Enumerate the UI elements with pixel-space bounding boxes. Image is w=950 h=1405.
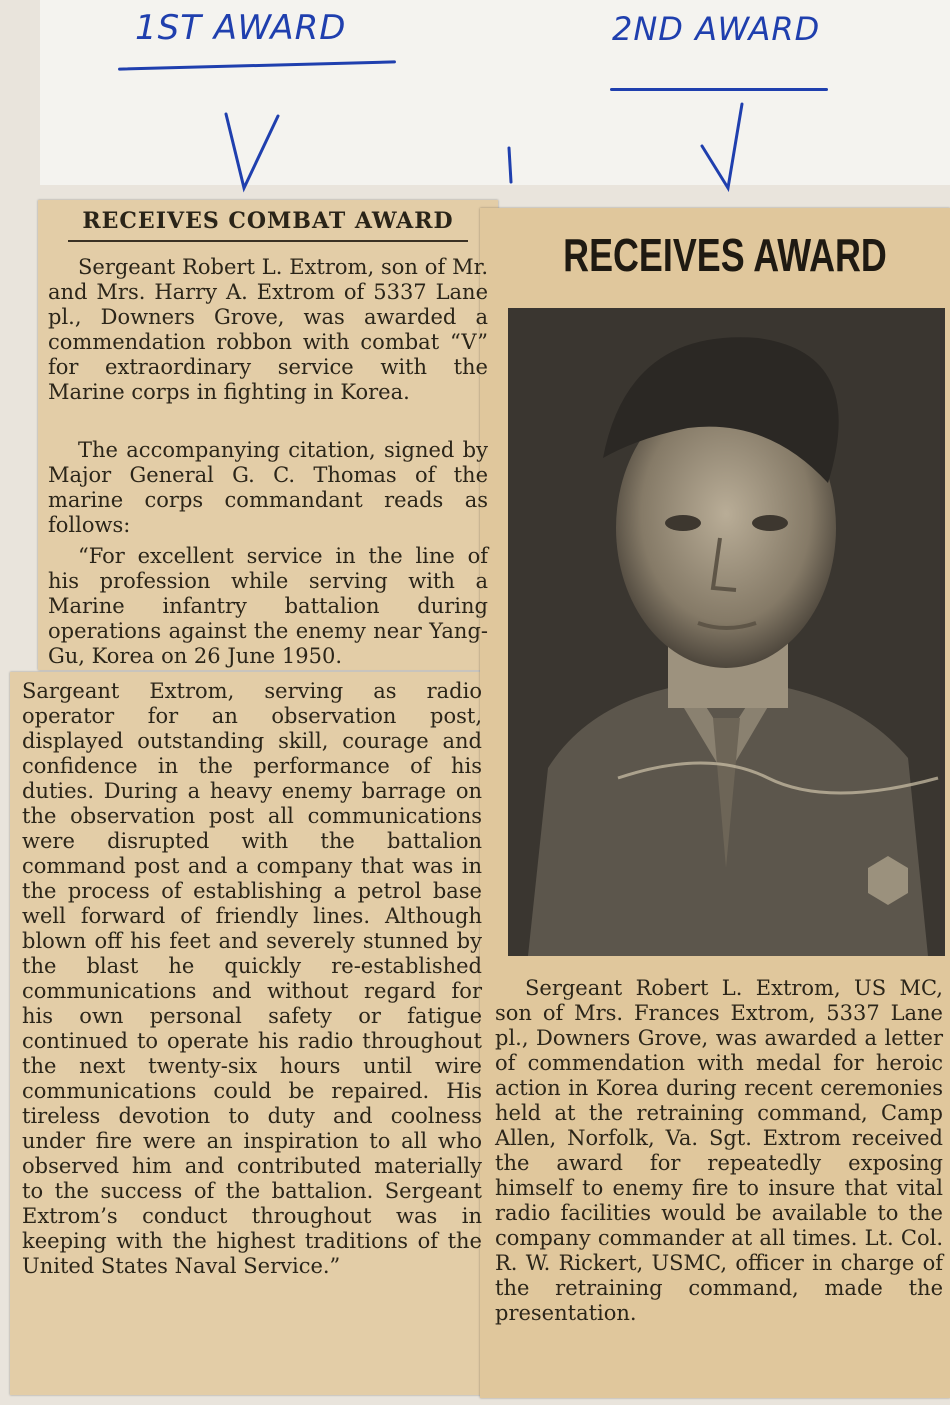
headline-rule xyxy=(68,240,468,242)
left-paragraph-3 xyxy=(48,544,488,669)
right-headline: RECEIVES AWARD xyxy=(563,229,887,281)
left-paragraph-4 xyxy=(22,679,482,1279)
second-award-label: 2ND AWARD xyxy=(612,10,821,48)
right-body xyxy=(495,976,943,1326)
first-award-label: 1ST AWARD xyxy=(135,8,347,48)
soldier-portrait-image xyxy=(508,308,945,956)
left-paragraph-4-text: Sargeant Extrom, serving as radio operator for an observation post, displayed outstanding skill, courage and confidence in the performance of his duties. During a heavy enemy barrage on the observation post all communications were disrupted with the battalion command post and a company that was in the process of establishing a petrol base well forward of friendly lines. Although blown off his feet and severely stunned by the blast he quickly re-established communications and without regard for his own personal safety or fatigue continued to operate his radio throughout the next twenty-six hours until wire communications could be repaired. His tireless devotion to duty and coolness under fire were an inspiration to all who observed him and contributed materially to the success of the battalion. Sergeant Extrom’s conduct throughout was in keeping with the highest traditions of the United States Naval Service.” xyxy=(22,679,482,1278)
left-paragraph-2 xyxy=(48,438,488,538)
left-paragraph-3-text: “For excellent service in the line of his profession while serving with a Marine infantry battalion during operations against the enemy near Yang-Gu, Korea on 26 June 1950. xyxy=(48,544,488,668)
left-paragraph-1 xyxy=(48,255,488,405)
left-paragraph-1-text: Sergeant Robert L. Extrom, son of Mr. and Mrs. Harry A. Extrom of 5337 Lane pl., Downers Grove, was awarded a commendation robbon with combat “V” for extraordinary service with the Marine corps in fighting in Korea. xyxy=(48,255,488,404)
left-paragraph-2-text: The accompanying citation, signed by Major General G. C. Thomas of the marine corps commandant reads as follows: xyxy=(48,438,488,537)
second-check-mark-icon xyxy=(698,98,754,193)
portrait-photo xyxy=(508,308,945,956)
tick-mark-icon xyxy=(505,146,517,186)
left-headline: RECEIVES COMBAT AWARD xyxy=(82,208,454,234)
second-award-underline xyxy=(610,88,828,91)
right-body-text: Sergeant Robert L. Extrom, US MC, son of Mrs. Frances Extrom, 5337 Lane pl., Downers Grove, was awarded a letter of commendation with medal for heroic action in Korea during recent ceremonies held at the retraining command, Camp Allen, Norfolk, Va. Sgt. Extrom received the award for repeatedly exposing himself to enemy fire to insure that vital radio facilities would be available to the company commander at all times. Lt. Col. R. W. Rickert, USMC, officer in charge of the retraining command, made the presentation. xyxy=(495,976,943,1325)
first-check-mark-icon xyxy=(222,108,282,193)
